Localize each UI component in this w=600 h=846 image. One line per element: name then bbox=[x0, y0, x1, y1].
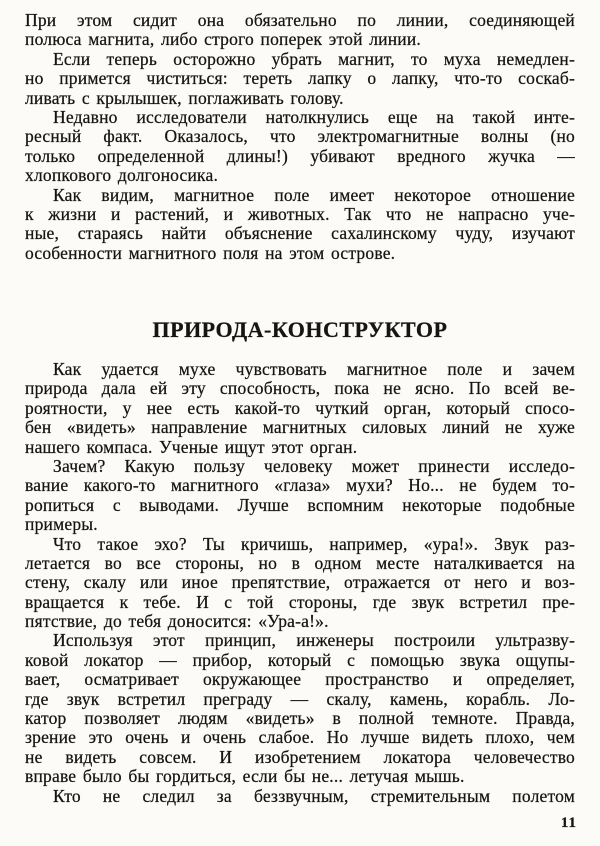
paragraph bbox=[25, 50, 575, 108]
paragraph bbox=[25, 787, 575, 806]
text-line: ковой локатор — прибор, который с помощью звука ощупы- bbox=[25, 649, 575, 670]
text-line: стену, скалу или иное препятствие, отражается от него и воз- bbox=[25, 572, 575, 593]
text-line: Используя этот принцип, инженеры построили ультразву- bbox=[53, 630, 575, 651]
paragraph bbox=[25, 360, 575, 457]
text-line: Если теперь осторожно убрать магнит, то муха немедлен- bbox=[53, 48, 575, 69]
text-block-before-heading bbox=[25, 11, 575, 263]
text-line: ливать с крылышек, поглаживать голову. bbox=[25, 87, 344, 108]
text-line: хлопкового долгоносика. bbox=[25, 165, 219, 186]
text-line: не видеть совсем. И изобретением локатора человечество bbox=[25, 746, 575, 767]
text-line: зрение это очень и очень слабое. Но лучше видеть плохо, чем bbox=[25, 727, 575, 748]
text-line: только определенной длины!) убивают вредного жучка — bbox=[25, 145, 575, 166]
paragraph bbox=[25, 631, 575, 786]
chapter-heading: ПРИРОДА-КОНСТРУКТОР bbox=[152, 317, 448, 342]
page-number: 11 bbox=[560, 815, 577, 831]
text-line: где звук встретил преграду — скалу, камень, корабль. Ло- bbox=[25, 688, 575, 709]
text-line: полюса магнита, либо строго поперек этой линии. bbox=[25, 29, 421, 50]
paragraph bbox=[25, 186, 575, 264]
text-line: Как удается мухе чувствовать магнитное поле и зачем bbox=[53, 359, 575, 379]
text-line: вает, осматривает окружающее пространство и определяет, bbox=[25, 669, 575, 690]
text-line: ресный факт. Оказалось, что электромагнитные волны (но bbox=[25, 126, 575, 147]
text-line: к жизни и растений, и животных. Так что не напрасно уче- bbox=[25, 203, 575, 224]
text-line: Как видим, магнитное поле имеет некоторое отношение bbox=[53, 184, 575, 205]
text-line: примеры. bbox=[25, 514, 98, 535]
paragraph bbox=[25, 108, 575, 186]
text-line: природа дала ей эту способность, пока не ясно. По всей ве- bbox=[25, 378, 575, 399]
paragraph bbox=[25, 457, 575, 535]
text-line: катор позволяет людям «видеть» в полной темноте. Правда, bbox=[25, 708, 575, 729]
text-line: При этом сидит она обязательно по линии, соединяющей bbox=[25, 10, 575, 30]
text-line: летается во все стороны, но в одном месте наталкивается на bbox=[25, 552, 575, 573]
text-line: пятствие, до тебя доносится: «Ура-а!». bbox=[25, 611, 329, 632]
text-line: роятности, у нее есть какой-то чуткий орган, который спосо- bbox=[25, 397, 575, 418]
text-line: ропиться с выводами. Лучше вспомним некоторые подобные bbox=[25, 494, 575, 515]
text-line: вправе было бы гордиться, если бы не... летучая мышь. bbox=[25, 766, 465, 787]
text-line: вращается к тебе. И с той стороны, где звук встретил пре- bbox=[25, 591, 575, 612]
text-line: ные, стараясь найти объяснение сахалинскому чуду, изучают bbox=[25, 223, 575, 244]
text-line: Кто не следил за беззвучным, стремительным полетом bbox=[53, 785, 575, 806]
text-line: вание какого-то магнитного «глаза» мухи? Но... не будем то- bbox=[25, 475, 575, 496]
text-line: Что такое эхо? Ты кричишь, например, «ура!». Звук раз- bbox=[53, 533, 575, 554]
text-line: особенности магнитного поля на этом острове. bbox=[25, 242, 396, 263]
text-line: нашего компаса. Ученые ищут этот орган. bbox=[25, 436, 358, 457]
paragraph bbox=[25, 11, 575, 50]
text-line: Недавно исследователи натолкнулись еще на такой инте- bbox=[53, 106, 575, 127]
text-line: но примется чиститься: тереть лапку о лапку, что-то соскаб- bbox=[25, 68, 575, 89]
paragraph bbox=[25, 535, 575, 632]
text-line: Зачем? Какую пользу человеку может принести исследо- bbox=[53, 455, 575, 476]
text-line: бен «видеть» направление магнитных силовых линий не хуже bbox=[25, 417, 575, 438]
text-block-after-heading bbox=[25, 360, 575, 806]
